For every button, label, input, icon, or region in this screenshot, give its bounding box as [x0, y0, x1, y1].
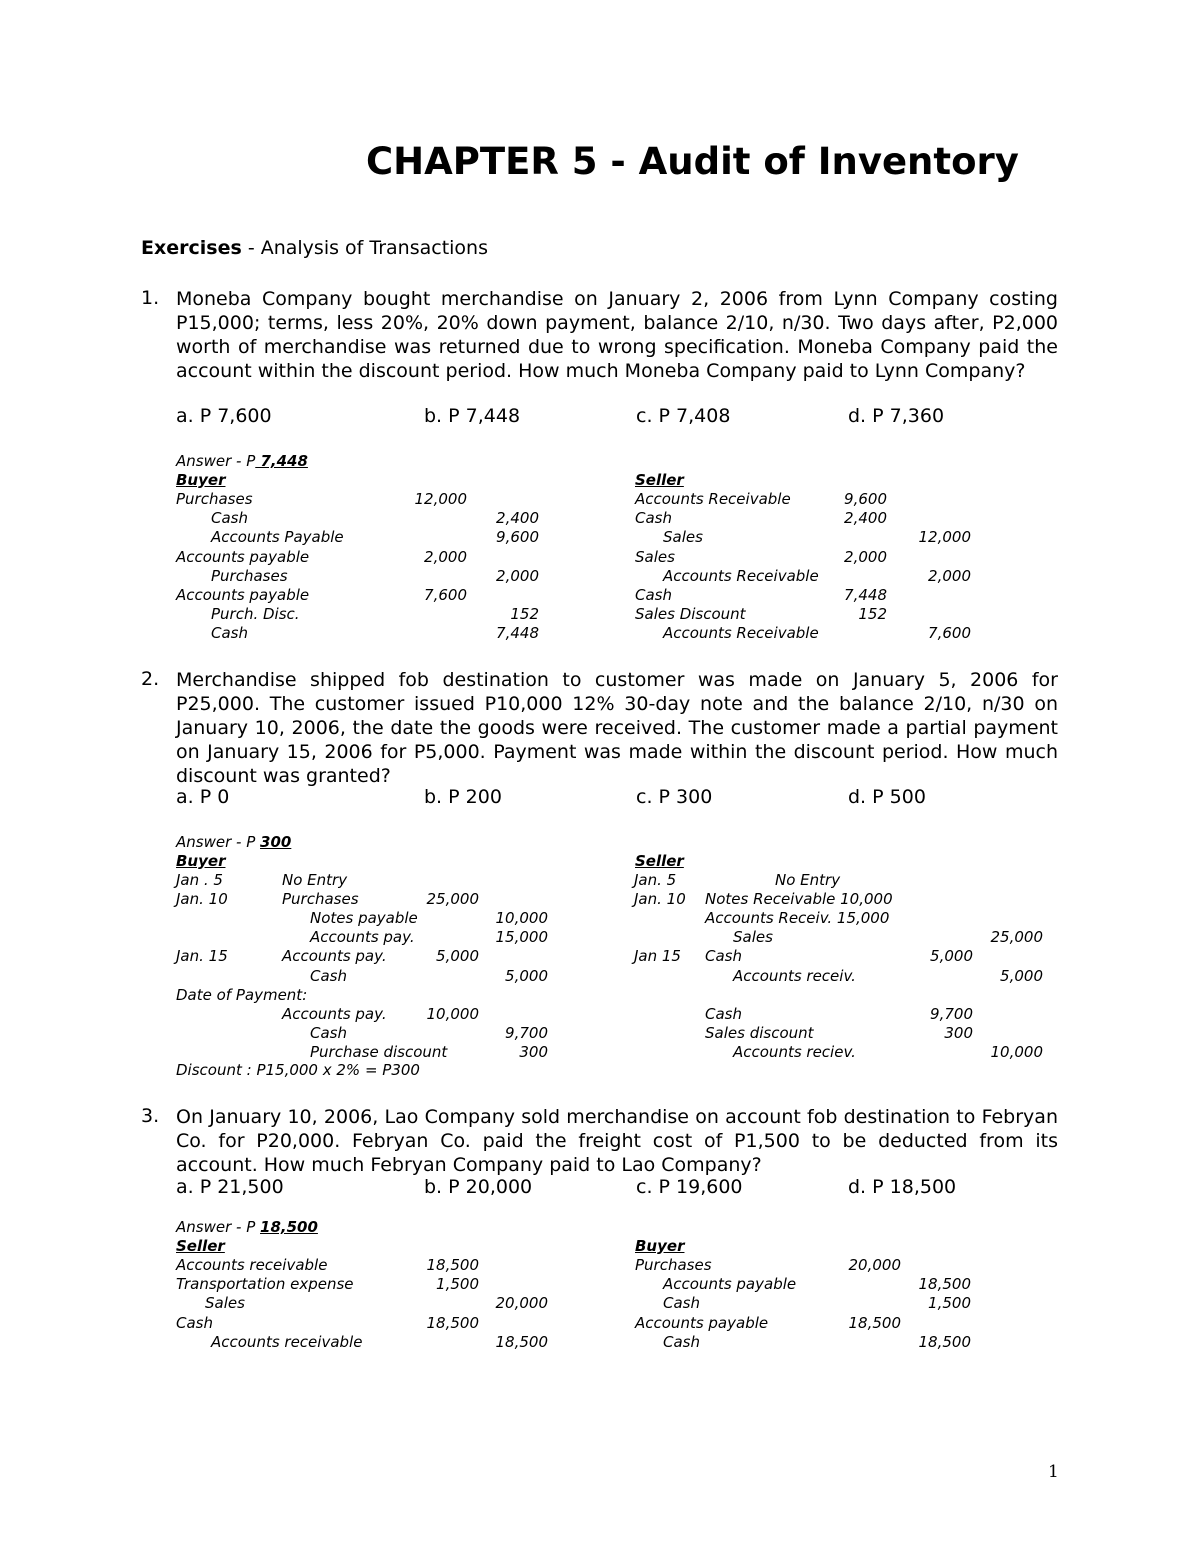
- journal-account: Cash: [211, 509, 248, 528]
- journal-account: Accounts payable: [635, 1313, 769, 1332]
- journal-debit: 7,448: [844, 586, 887, 604]
- journal-debit: 10,000: [426, 1004, 479, 1023]
- journal-debit: 12,000: [414, 490, 467, 508]
- journal-account: Sales discount: [705, 1023, 814, 1042]
- journal-credit: 10,000: [495, 909, 548, 928]
- journal-account: Sales: [205, 1294, 245, 1313]
- journal-account: Accounts Payable: [211, 528, 344, 547]
- journal-account: Purchases: [176, 490, 253, 508]
- journal-credit: 2,000: [928, 566, 971, 585]
- journal-credit: 300: [519, 1042, 548, 1061]
- journal-debit: 9,600: [844, 490, 887, 508]
- journal-debit: 18,500: [426, 1256, 479, 1274]
- journal-account: Sales: [663, 528, 703, 547]
- journal-credit: 152: [510, 605, 539, 624]
- q1-seller-label: Seller: [635, 471, 684, 489]
- journal-credit: 5,000: [505, 966, 548, 985]
- q1-number: 1.: [141, 287, 160, 309]
- journal-account: Sales Discount: [635, 605, 746, 624]
- journal-account: Accounts reciev.: [733, 1042, 856, 1061]
- journal-account: No Entry: [775, 871, 841, 889]
- q1-option-b: b. P 7,448: [424, 405, 521, 427]
- journal-account: Purchases: [211, 566, 288, 585]
- journal-credit: 20,000: [495, 1294, 548, 1313]
- journal-account: Cash: [211, 624, 248, 643]
- journal-account: Cash: [663, 1294, 700, 1313]
- journal-debit: 2,000: [424, 547, 467, 566]
- journal-debit: 18,500: [426, 1313, 479, 1332]
- q3-option-d: d. P 18,500: [848, 1176, 957, 1198]
- q1-option-d: d. P 7,360: [848, 405, 945, 427]
- q1-option-c: c. P 7,408: [636, 405, 731, 427]
- journal-credit: 7,448: [496, 624, 539, 643]
- journal-debit: 300: [944, 1023, 973, 1042]
- journal-account: Cash: [635, 509, 672, 528]
- q2-number: 2.: [141, 668, 160, 690]
- q3-seller-label: Seller: [176, 1237, 225, 1255]
- journal-credit: 18,500: [495, 1332, 548, 1351]
- journal-account: Purchases: [282, 890, 359, 909]
- q1-answer: [176, 452, 308, 470]
- journal-credit: 18,500: [918, 1332, 971, 1351]
- journal-account: Cash: [310, 1023, 347, 1042]
- q3-answer-value: 18,500: [260, 1218, 318, 1236]
- journal-account: Accounts Receivable: [635, 490, 791, 508]
- journal-debit: 5,000: [436, 947, 479, 966]
- page-title: CHAPTER 5 - Audit of Inventory: [366, 140, 1019, 183]
- q3-option-b: b. P 20,000: [424, 1176, 533, 1198]
- section-heading-rest: - Analysis of Transactions: [241, 237, 488, 259]
- journal-debit: 152: [858, 605, 887, 624]
- journal-account: Accounts Receivable: [663, 566, 819, 585]
- q2-option-c: c. P 300: [636, 786, 713, 808]
- q1-buyer-label: Buyer: [176, 471, 226, 489]
- journal-credit: 18,500: [918, 1275, 971, 1294]
- journal-debit: 9,700: [930, 1004, 973, 1023]
- q2-text: Merchandise shipped fob destination to customer was made on January 5, 2006 for P25,000. The customer issued P10,000 12% 30-day note and the balance 2/10, n/30 on January 10, 2006, the date the goods were received. The customer made a partial payment on January 15, 2006 for P5,000. Payment was made within the discount period. How much discount was granted?: [176, 669, 1058, 787]
- journal-credit: 9,700: [505, 1023, 548, 1042]
- journal-account: Cash: [705, 947, 742, 966]
- q3-answer-prefix: Answer - P: [176, 1218, 261, 1236]
- journal-debit: 5,000: [930, 947, 973, 966]
- q2-answer-prefix: Answer - P: [176, 833, 261, 851]
- journal-date: Jan. 10: [634, 890, 686, 909]
- journal-debit: 18,500: [848, 1313, 901, 1332]
- journal-account: Accounts Receivable: [663, 624, 819, 643]
- journal-account: Notes payable: [310, 909, 418, 928]
- journal-account: Accounts receiv.: [733, 966, 856, 985]
- journal-credit: 10,000: [990, 1042, 1043, 1061]
- journal-debit: 25,000: [426, 890, 479, 909]
- journal-account: Purchase discount: [310, 1042, 448, 1061]
- journal-date: Jan. 10: [176, 890, 228, 909]
- q2-option-a: a. P 0: [176, 786, 230, 808]
- journal-date: Jan . 5: [176, 871, 223, 889]
- journal-account: Cash: [176, 1313, 213, 1332]
- q2-discount-note: Discount : P15,000 x 2% = P300: [176, 1061, 420, 1079]
- q2-buyer-label: Buyer: [176, 852, 226, 870]
- journal-account: Cash: [705, 1004, 742, 1023]
- journal-account: Accounts Receiv. 15,000: [705, 909, 890, 928]
- journal-credit: 7,600: [928, 624, 971, 643]
- journal-account: Accounts pay.: [310, 928, 415, 947]
- journal-account: Sales: [733, 928, 773, 947]
- journal-account: Cash: [310, 966, 347, 985]
- journal-credit: 9,600: [496, 528, 539, 547]
- q3-number: 3.: [141, 1105, 160, 1127]
- journal-debit: 1,500: [436, 1275, 479, 1294]
- q2-answer-value: 300: [260, 833, 292, 851]
- journal-account: Accounts payable: [663, 1275, 797, 1294]
- journal-debit: 20,000: [848, 1256, 901, 1274]
- section-heading: [141, 237, 488, 259]
- q1-answer-prefix: Answer - P: [176, 452, 256, 470]
- journal-account: Cash: [635, 586, 672, 604]
- journal-account: Transportation expense: [176, 1275, 354, 1294]
- q1-answer-value: 7,448: [255, 452, 308, 470]
- journal-account: Accounts receivable: [211, 1332, 363, 1351]
- q3-answer: [176, 1218, 318, 1236]
- journal-account: Accounts payable: [176, 547, 310, 566]
- journal-date: Date of Payment:: [176, 985, 308, 1004]
- journal-account: Accounts pay.: [282, 947, 387, 966]
- journal-debit: 2,400: [844, 509, 887, 528]
- q3-option-a: a. P 21,500: [176, 1176, 284, 1198]
- q2-seller-label: Seller: [635, 852, 684, 870]
- journal-credit: 15,000: [495, 928, 548, 947]
- journal-account: Notes Receivable 10,000: [705, 890, 893, 909]
- page-number: 1: [1048, 1462, 1059, 1482]
- journal-date: Jan. 5: [634, 871, 677, 889]
- journal-account: Sales: [635, 547, 675, 566]
- journal-account: Purch. Disc.: [211, 605, 300, 624]
- journal-account: Cash: [663, 1332, 700, 1351]
- journal-credit: 2,000: [496, 566, 539, 585]
- journal-credit: 25,000: [990, 928, 1043, 947]
- journal-account: Purchases: [635, 1256, 712, 1274]
- q3-text: On January 10, 2006, Lao Company sold merchandise on account fob destination to Febryan Co. for P20,000. Febryan Co. paid the freight cost of P1,500 to be deducted from its account. How much Febryan Company paid to Lao Company?: [176, 1106, 1058, 1176]
- q3-buyer-label: Buyer: [635, 1237, 685, 1255]
- journal-debit: 2,000: [844, 547, 887, 566]
- q2-option-d: d. P 500: [848, 786, 926, 808]
- journal-account: Accounts receivable: [176, 1256, 328, 1274]
- journal-account: No Entry: [282, 871, 348, 889]
- journal-credit: 12,000: [918, 528, 971, 547]
- journal-date: Jan 15: [634, 947, 681, 966]
- q1-option-a: a. P 7,600: [176, 405, 272, 427]
- journal-debit: 7,600: [424, 586, 467, 604]
- journal-credit: 1,500: [928, 1294, 971, 1313]
- q2-answer: [176, 833, 291, 851]
- section-heading-bold: Exercises: [141, 237, 242, 259]
- q1-text: Moneba Company bought merchandise on January 2, 2006 from Lynn Company costing P15,000; terms, less 20%, 20% down payment, balance 2/10, n/30. Two days after, P2,000 worth of merchandise was returned due to wrong specification. Moneba Company paid the account within the discount period. How much Moneba Company paid to Lynn Company?: [176, 288, 1058, 382]
- q2-option-b: b. P 200: [424, 786, 502, 808]
- journal-account: Accounts pay.: [282, 1004, 387, 1023]
- q3-option-c: c. P 19,600: [636, 1176, 743, 1198]
- journal-date: Jan. 15: [176, 947, 228, 966]
- journal-credit: 2,400: [496, 509, 539, 528]
- journal-account: Accounts payable: [176, 586, 310, 604]
- journal-credit: 5,000: [1000, 966, 1043, 985]
